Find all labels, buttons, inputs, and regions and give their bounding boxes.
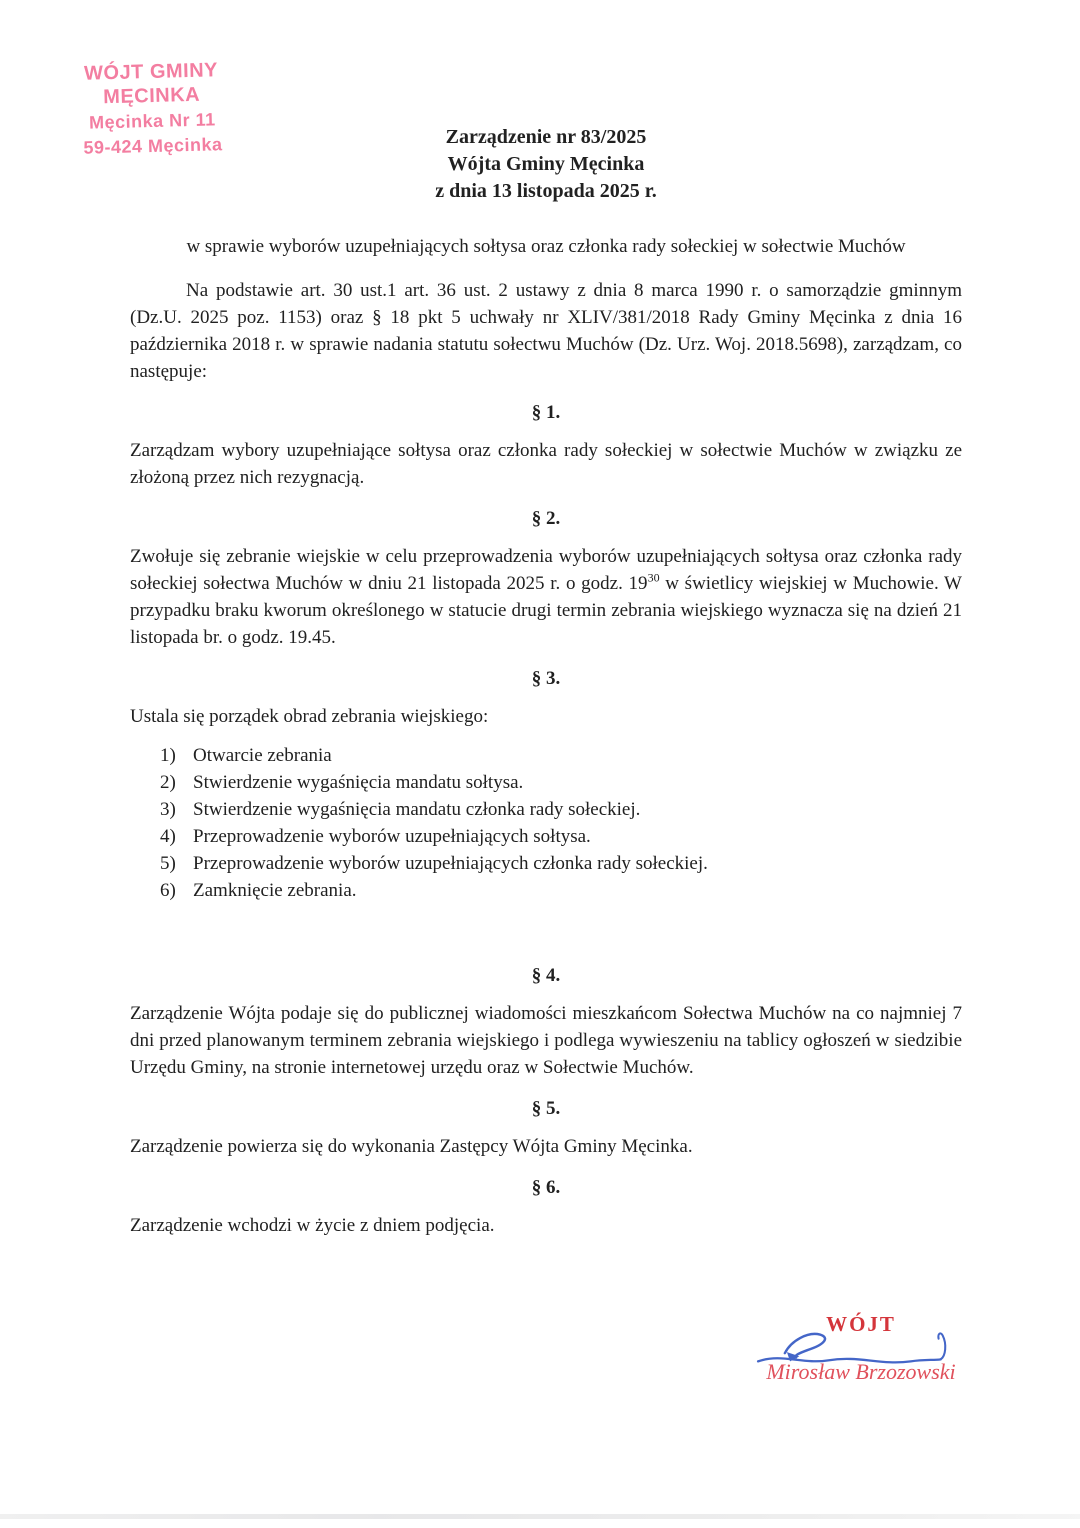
agenda-item-text: Stwierdzenie wygaśnięcia mandatu sołtysa. — [193, 772, 524, 793]
section-2-text-part2: w świetlicy wiejskiej w Muchowie. W przypadku braku kworum określonego w statucie drugi termin zebrania wiejskiego wyznacza się na dzień 21 listopada br. o godz. 19.45. — [130, 573, 962, 648]
section-4-body: Zarządzenie Wójta podaje się do publicznej wiadomości mieszkańcom Sołectwa Muchów na co najmniej 7 dni przed planowanym terminem zebrania wiejskiego i podlega wywieszeniu na tablicy ogłoszeń w siedzibie Urzędu Gminy, na stronie internetowej urzędu oraz w Sołectwie Muchów. — [130, 1003, 962, 1078]
agenda-list — [130, 742, 962, 904]
agenda-item-text: Otwarcie zebrania — [193, 745, 332, 766]
agenda-item — [130, 742, 962, 769]
ordinance-number: Zarządzenie nr 83/2025 — [445, 126, 647, 148]
ordinance-date: z dnia 13 listopada 2025 r. — [435, 180, 657, 202]
section-2-text-part1: Zwołuje się zebranie wiejskie w celu przeprowadzenia wyborów uzupełniających sołtysa oraz członka rady sołeckiej sołectwa Muchów w dniu 21 listopada 2025 r. o godz. 19 — [130, 546, 962, 594]
agenda-item-number: 4) — [160, 826, 176, 847]
agenda-item — [130, 769, 962, 796]
section-3-intro: Ustala się porządek obrad zebrania wiejskiego: — [130, 706, 489, 727]
agenda-item — [130, 850, 962, 877]
issuing-authority: Wójta Gminy Męcinka — [447, 153, 645, 175]
agenda-item-number: 3) — [160, 799, 176, 820]
section-5-heading: § 5. — [531, 1098, 561, 1119]
signer-name: Mirosław Brzozowski — [766, 1359, 956, 1384]
agenda-item-number: 6) — [160, 880, 176, 901]
document-body — [130, 124, 962, 1239]
agenda-item — [130, 877, 962, 904]
legal-basis-paragraph: Na podstawie art. 30 ust.1 art. 36 ust. 2 ustawy z dnia 8 marca 1990 r. o samorządzie gminnym (Dz.U. 2025 poz. 1153) oraz § 18 pkt 5 uchwały nr XLIV/381/2018 Rady Gminy Męcinka z dnia 16 października 2018 r. w sprawie nadania statutu sołectwu Muchów (Dz. Urz. Woj. 2018.5698), zarządzam, co następuje: — [130, 280, 962, 382]
agenda-item-text: Stwierdzenie wygaśnięcia mandatu członka rady sołeckiej. — [193, 799, 641, 820]
agenda-item-text: Przeprowadzenie wyborów uzupełniających członka rady sołeckiej. — [193, 853, 708, 874]
agenda-item-text: Przeprowadzenie wyborów uzupełniających sołtysa. — [193, 826, 591, 847]
signature-block — [758, 1312, 964, 1385]
stamp-office-name: WÓJT GMINY MĘCINKA — [83, 59, 219, 109]
stamp-postal-line: 59-424 Męcinka — [83, 133, 223, 158]
agenda-item — [130, 796, 962, 823]
signer-role-label: WÓJT — [826, 1312, 896, 1336]
section-2-heading: § 2. — [531, 508, 561, 529]
section-1-body: Zarządzam wybory uzupełniające sołtysa oraz członka rady sołeckiej w sołectwie Muchów w związku ze złożoną przez nich rezygnacją. — [130, 440, 962, 488]
agenda-item-text: Zamknięcie zebrania. — [193, 880, 357, 901]
section-5-body: Zarządzenie powierza się do wykonania Zastępcy Wójta Gminy Męcinka. — [130, 1136, 693, 1157]
section-6-heading: § 6. — [531, 1177, 561, 1198]
section-6-body: Zarządzenie wchodzi w życie z dniem podjęcia. — [130, 1215, 495, 1236]
agenda-item-number: 5) — [160, 853, 176, 874]
section-1-heading: § 1. — [531, 402, 561, 423]
handwritten-signature-ink — [756, 1328, 952, 1370]
subject-line: w sprawie wyborów uzupełniających sołtysa oraz członka rady sołeckiej w sołectwie Muchów — [186, 236, 906, 257]
agenda-item-number: 2) — [160, 772, 176, 793]
meeting-time-superscript: 30 — [647, 570, 660, 585]
section-3-heading: § 3. — [531, 668, 561, 689]
section-4-heading: § 4. — [531, 965, 561, 986]
agenda-item — [130, 823, 962, 850]
section-2-body — [130, 543, 962, 651]
ordinance-title — [130, 124, 962, 205]
scan-artifact-line — [0, 1514, 1080, 1519]
stamp-address-line: Męcinka Nr 11 — [88, 109, 216, 133]
agenda-item-number: 1) — [160, 745, 176, 766]
